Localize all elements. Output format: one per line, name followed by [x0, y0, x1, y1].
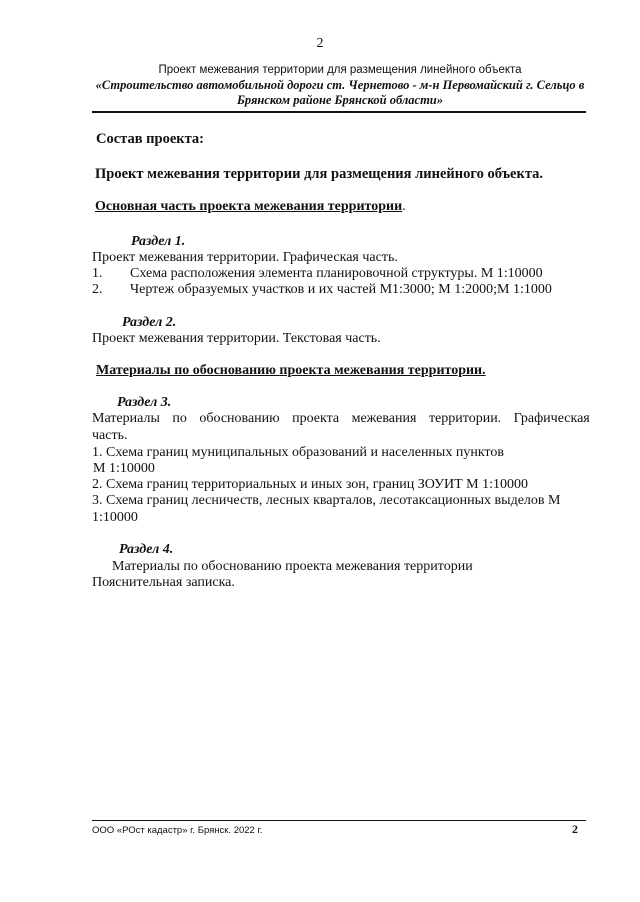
- item-number: 2.: [92, 282, 103, 297]
- section-3-item-3-line-1: 3. Схема границ лесничеств, лесных кварталов, лесотаксационных выделов М: [92, 493, 561, 508]
- footer-page-number: 2: [572, 822, 578, 836]
- section-1-description: Проект межевания территории. Графическая часть.: [92, 250, 398, 265]
- main-part-title: Основная часть проекта межевания территории: [95, 199, 403, 214]
- footer-divider: [92, 820, 586, 821]
- main-part-dot: .: [402, 199, 406, 214]
- section-1-item: [92, 281, 552, 298]
- section-3-item-3-line-2: 1:10000: [92, 510, 138, 525]
- main-part-title-wrap: [95, 198, 406, 215]
- project-title: Проект межевания территории для размещения линейного объекта.: [95, 166, 544, 182]
- section-2-description: Проект межевания территории. Текстовая часть.: [92, 331, 381, 346]
- header-line-1: Проект межевания территории для размещения линейного объекта: [158, 64, 522, 76]
- section-3-description-line-2: часть.: [92, 428, 128, 443]
- document-header: [92, 63, 588, 108]
- header-line-3: Брянском районе Брянской области»: [236, 93, 444, 107]
- composition-title: Состав проекта:: [96, 131, 204, 147]
- section-3-description-line-1: Материалы по обоснованию проекта межевания территории. Графическая: [92, 411, 590, 426]
- section-4-heading: Раздел 4.: [119, 542, 174, 557]
- item-text: Чертеж образуемых участков и их частей М1:3000; М 1:2000;М 1:1000: [130, 282, 552, 297]
- header-line-2: «Строительство автомобильной дороги ст. Чернетово - м-н Первомайский г. Сельцо в: [95, 78, 585, 92]
- section-3-item-1-line-2: М 1:10000: [93, 461, 155, 476]
- section-1-item: [92, 265, 543, 282]
- section-1-heading: Раздел 1.: [131, 234, 186, 249]
- section-4-line-1: Материалы по обоснованию проекта межевания территории: [112, 559, 473, 574]
- section-4-line-2: Пояснительная записка.: [92, 575, 235, 590]
- section-3-item-1-line-1: 1. Схема границ муниципальных образований и населенных пунктов: [92, 445, 504, 460]
- page-number-top: 2: [316, 36, 324, 51]
- section-3-heading: Раздел 3.: [117, 395, 172, 410]
- header-divider: [92, 111, 586, 113]
- item-number: 1.: [92, 266, 103, 281]
- item-text: Схема расположения элемента планировочной структуры. М 1:10000: [130, 266, 543, 281]
- footer-company: ООО «РОст кадастр» г. Брянск. 2022 г.: [92, 825, 263, 836]
- section-2-heading: Раздел 2.: [122, 315, 177, 330]
- section-3-item-2: 2. Схема границ территориальных и иных зон, границ ЗОУИТ М 1:10000: [92, 477, 528, 492]
- materials-title: Материалы по обоснованию проекта межевания территории.: [96, 363, 486, 378]
